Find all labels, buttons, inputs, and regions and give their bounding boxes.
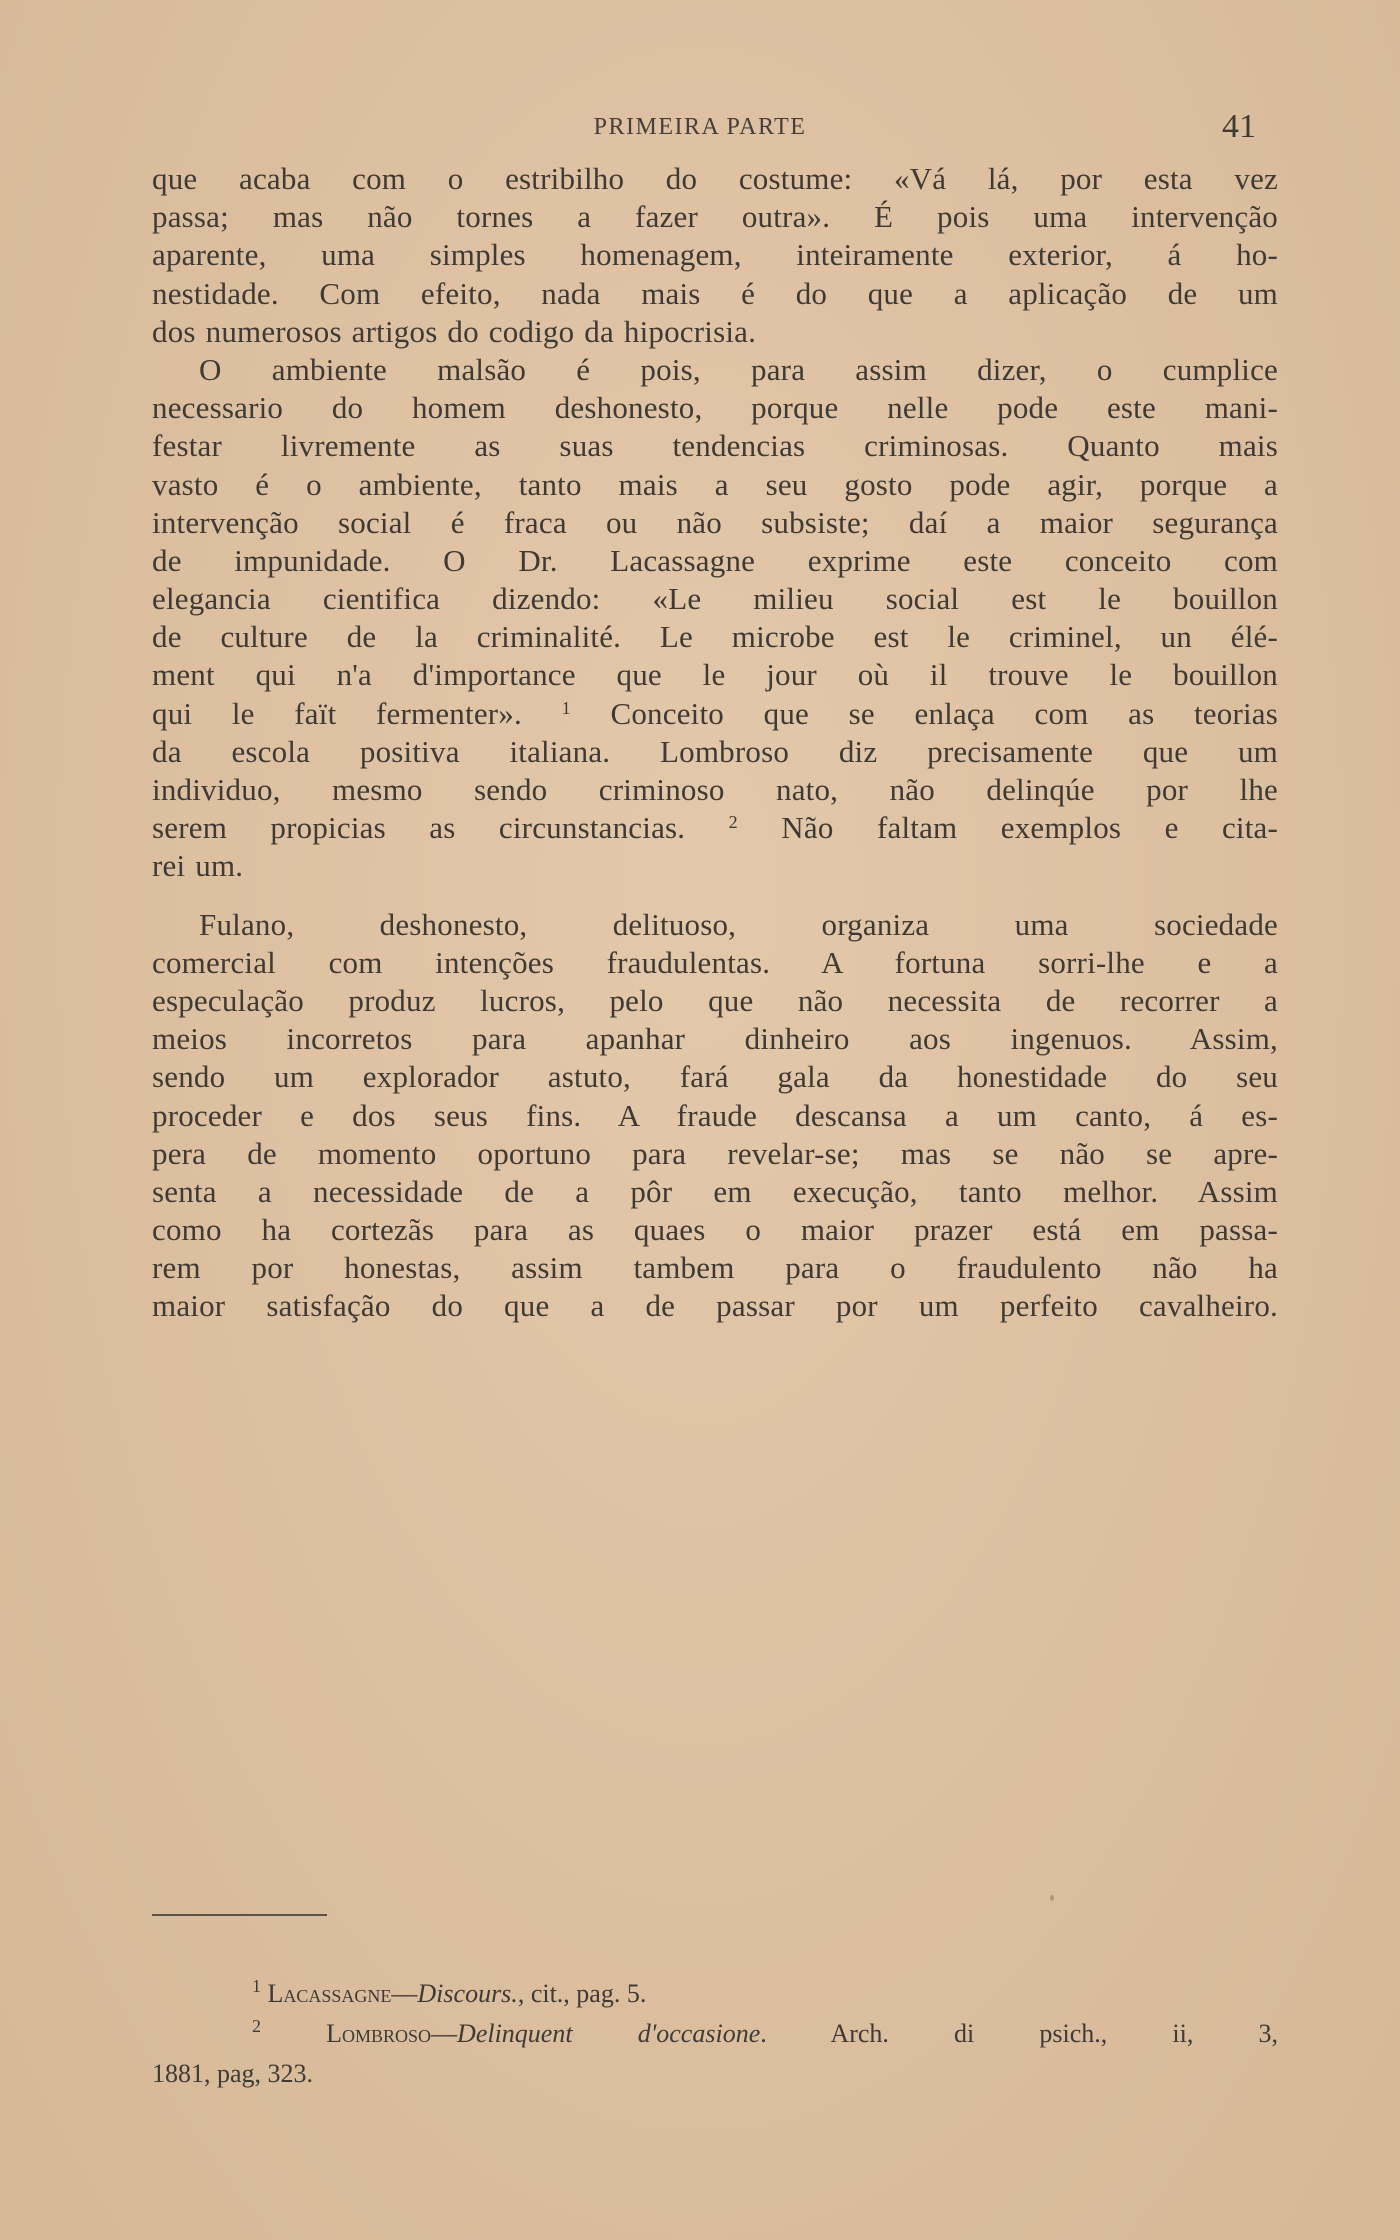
text-line: nestidade. Com efeito, nada mais é do que a aplicação de um — [152, 275, 1278, 311]
text-line: especulação produz lucros, pelo que não necessita de recorrer a — [152, 982, 1278, 1018]
paper-speck — [1050, 1895, 1054, 1901]
text-line: festar livremente as suas tendencias criminosas. Quanto mais — [152, 428, 1278, 464]
text-segment: qui le faït fermenter». — [152, 695, 522, 731]
footnote-marker: 2 — [252, 2016, 261, 2036]
text-line: intervenção social é fraca ou não subsiste; daí a maior segurança — [152, 504, 1278, 540]
footnote-author: Lacassagne — [267, 1979, 392, 2008]
text-line: da escola positiva italiana. Lombroso diz precisamente que um — [152, 733, 1278, 769]
footnote-1 — [152, 1974, 1278, 2014]
text-line: sendo um explorador astuto, fará gala da honestidade do seu — [152, 1059, 1278, 1095]
footnote-author: Lombroso — [326, 2019, 432, 2048]
footnote-dash: — — [431, 2019, 458, 2048]
footnote-dash: — — [391, 1979, 418, 2008]
text-line: como ha cortezãs para as quaes o maior prazer está em passa- — [152, 1212, 1278, 1248]
footnote-details: , cit., pag. 5. — [517, 1979, 647, 2008]
text-line: elegancia cientifica dizendo: «Le milieu social est le bouillon — [152, 581, 1278, 617]
footnote-details: . Arch. di psich., ii, 3, — [760, 2019, 1278, 2048]
text-line: rei um. — [152, 848, 244, 884]
paragraph-start-line: O ambiente malsão é pois, para assim dizer, o cumplice — [199, 351, 1278, 387]
text-line: comercial com intenções fraudulentas. A fortuna sorri-lhe e a — [152, 944, 1278, 980]
text-line: aparente, uma simples homenagem, inteiramente exterior, á ho- — [152, 237, 1278, 273]
text-line: proceder e dos seus fins. A fraude descansa a um canto, á es- — [152, 1097, 1278, 1133]
footnote-2 — [152, 2014, 1278, 2054]
footnote-ref-2[interactable]: 2 — [728, 812, 738, 833]
running-header — [0, 108, 1400, 148]
text-line: pera de momento oportuno para revelar-se; mas se não se apre- — [152, 1135, 1278, 1171]
text-line: dos numerosos artigos do codigo da hipocrisia. — [152, 313, 757, 349]
text-line: maior satisfação do que a de passar por um perfeito cavalheiro. — [152, 1288, 1278, 1324]
text-segment: Não faltam exemplos e cita- — [781, 810, 1279, 846]
footnote-marker: 1 — [252, 1976, 261, 1996]
text-line: ment qui n'a d'importance que le jour où il trouve le bouillon — [152, 657, 1278, 693]
text-line: de culture de la criminalité. Le microbe est le criminel, un élé- — [152, 619, 1278, 655]
text-line: senta a necessidade de a pôr em execução, tanto melhor. Assim — [152, 1173, 1278, 1209]
text-line: vasto é o ambiente, tanto mais a seu gosto pode agir, porque a — [152, 466, 1278, 502]
page-number: 41 — [1222, 108, 1256, 145]
running-title: PRIMEIRA PARTE — [593, 114, 807, 140]
footnote-separator — [152, 1914, 327, 1916]
text-line: meios incorretos para apanhar dinheiro aos ingenuos. Assim, — [152, 1021, 1278, 1057]
text-segment: Conceito que se enlaça com as teorias — [610, 695, 1279, 731]
text-line: passa; mas não tornes a fazer outra». É pois uma intervenção — [152, 199, 1278, 235]
text-line: rem por honestas, assim tambem para o fraudulento não ha — [152, 1250, 1278, 1286]
text-line: necessario do homem deshonesto, porque nelle pode este mani- — [152, 390, 1278, 426]
text-line-with-footnote — [152, 809, 1278, 847]
footnote-ref-1[interactable]: 1 — [561, 697, 571, 718]
body-text — [152, 160, 1278, 1326]
text-line: que acaba com o estribilho do costume: «Vá lá, por esta vez — [152, 161, 1278, 196]
footnote-2-continuation: 1881, pag, 323. — [152, 2059, 314, 2088]
footnote-title: Discours. — [417, 1979, 518, 2008]
text-segment: serem propicias as circunstancias. — [152, 810, 686, 846]
footnote-title: Delinquent d'occasione — [457, 2019, 761, 2048]
footnotes — [152, 1974, 1278, 2094]
text-line: individuo, mesmo sendo criminoso nato, não delinqúe por lhe — [152, 772, 1278, 807]
text-line: de impunidade. O Dr. Lacassagne exprime este conceito com — [152, 542, 1278, 578]
text-line-with-footnote — [152, 695, 1278, 733]
paragraph-start-line: Fulano, deshonesto, delituoso, organiza uma sociedade — [199, 906, 1278, 942]
